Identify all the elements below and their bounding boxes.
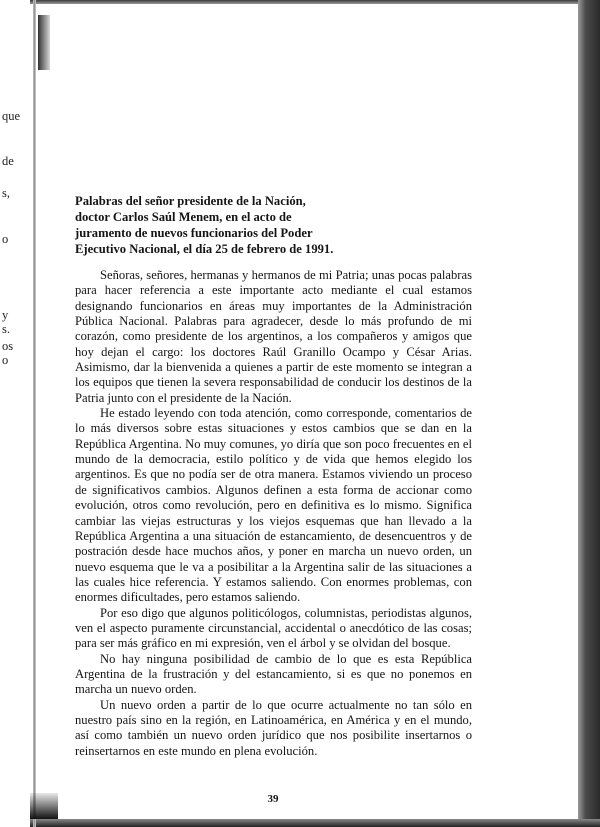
margin-fragment: y xyxy=(2,308,9,322)
page-fold-line xyxy=(33,0,36,827)
title-line: doctor Carlos Saúl Menem, en el acto de xyxy=(75,210,292,224)
fold-shadow-top xyxy=(38,15,50,70)
page-number: 39 xyxy=(267,793,279,805)
margin-fragment: de xyxy=(2,154,14,168)
margin-fragment: o xyxy=(2,232,9,246)
margin-fragment: os xyxy=(2,339,14,353)
title-line: Palabras del señor presidente de la Nación, xyxy=(75,194,306,208)
title-line: Ejecutivo Nacional, el día 25 de febrero de 1991. xyxy=(75,242,334,256)
speech-body xyxy=(75,268,472,759)
scan-border-right xyxy=(578,0,600,827)
scan-border-bottom xyxy=(30,819,600,827)
paragraph: He estado leyendo con toda atención, como corresponde, comentarios de lo más diversos sobre estas situaciones y estos cambios que se dan en la República Argentina. No muy comunes, yo diría que son poco frecuentes en el mundo de la democracia, estilo político y de vida que hemos elegido los argentinos. Es que no podía ser de otra manera. Estamos viviendo un proceso de significativos cambios. Algunos definen a esta forma de accionar como evolución, otros como revolución, pero en definitiva es lo mismo. Significa cambiar las viejas estructuras y los viejos esquemas que han llevado a la República Argentina a una situación de estancamiento, de desencuentros y de postración desde hace muchos años, y poner en marcha un nuevo orden, un nuevo esquema que le va a posibilitar a la Argentina salir de las situaciones a las cuales hice referencia. Y estamos saliendo. Con enormes problemas, con enormes dificultades, pero estamos saliendo. xyxy=(75,406,472,605)
scan-border-top xyxy=(30,0,600,4)
title-line: juramento de nuevos funcionarios del Poder xyxy=(75,226,313,240)
paragraph: Señoras, señores, hermanas y hermanos de mi Patria; unas pocas palabras para hacer referencia a este importante acto mediante el cual estamos designando funcionarios en áreas muy importantes de la Administración Pública Nacional. Palabras para agradecer, desde lo más profundo de mi corazón, como presidente de los argentinos, a los compañeros y amigos que hoy dejan el cargo: los doctores Raúl Granillo Ocampo y César Arias. Asimismo, dar la bienvenida a quienes a partir de este momento se integran a los equipos que tienen la severa responsabilidad de conducir los destinos de la Patria junto con el presidente de la Nación. xyxy=(75,268,472,405)
fold-shadow-bottom xyxy=(30,793,58,819)
speech-title xyxy=(75,193,375,257)
margin-fragment: que xyxy=(2,109,21,123)
margin-fragment: s. xyxy=(2,322,10,336)
margin-fragment: s, xyxy=(2,186,10,200)
paragraph: No hay ninguna posibilidad de cambio de lo que es esta República Argentina de la frustración y del estancamiento, si es que no ponemos en marcha un nuevo orden. xyxy=(75,651,472,697)
paragraph: Un nuevo orden a partir de lo que ocurre actualmente no tan sólo en nuestro país sino en la región, en Latinoamérica, en América y en el mundo, así como también un nuevo orden jurídico que nos posibilite insertarnos o reinsertarnos en este mundo en plena evolución. xyxy=(75,697,472,758)
paragraph: Por eso digo que algunos politicólogos, columnistas, periodistas algunos, ven el aspecto puramente circunstancial, accidental o anecdótico de las cosas; para ser más gráfico en mi expresión, ven el árbol y se olvidan del bosque. xyxy=(75,605,472,651)
margin-fragment: o xyxy=(2,353,9,367)
